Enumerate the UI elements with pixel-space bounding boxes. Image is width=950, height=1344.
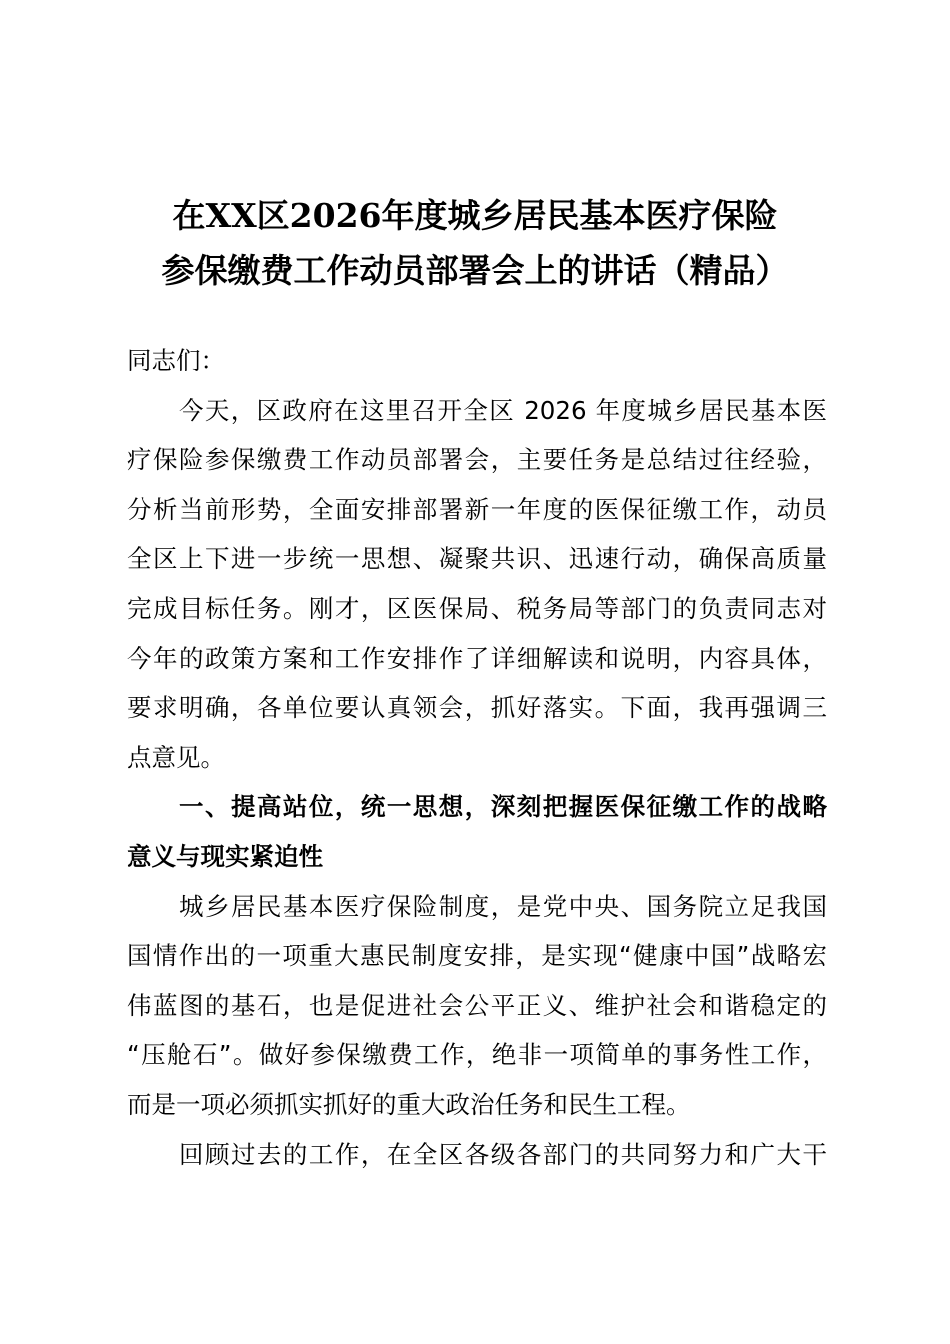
text-line: 今年的政策方案和工作安排作了详细解读和说明，内容具体， [127, 643, 827, 673]
text-line: 伟蓝图的基石，也是促进社会公平正义、维护社会和谐稳定的 [127, 990, 827, 1020]
title-line-1: 在XX区2026年度城乡居民基本医疗保险 [172, 196, 778, 235]
paragraph-review [127, 1130, 827, 1180]
salutation-text: 同志们： [127, 346, 225, 375]
heading-line: 意义与现实紧迫性 [127, 841, 323, 871]
text-line: 全区上下进一步统一思想、凝聚共识、迅速行动，确保高质量 [127, 544, 827, 574]
document-title [100, 188, 850, 298]
text-line: 点意见。 [127, 742, 225, 772]
paragraph-opening [127, 386, 827, 783]
text-line: 国情作出的一项重大惠民制度安排，是实现“健康中国”战略宏 [127, 941, 827, 971]
text-line: “压舱石”。做好参保缴费工作，绝非一项简单的事务性工作， [127, 1040, 827, 1070]
text-line: 疗保险参保缴费工作动员部署会，主要任务是总结过往经验， [127, 445, 827, 475]
document-body [127, 336, 827, 1179]
section-heading-1 [127, 782, 827, 881]
text-line: 城乡居民基本医疗保险制度，是党中央、国务院立足我国 [179, 891, 827, 921]
text-line: 回顾过去的工作，在全区各级各部门的共同努力和广大干 [179, 1139, 827, 1169]
text-line: 分析当前形势，全面安排部署新一年度的医保征缴工作，动员 [127, 494, 827, 524]
paragraph-significance [127, 882, 827, 1130]
salutation [127, 336, 827, 386]
text-line: 完成目标任务。刚才，区医保局、税务局等部门的负责同志对 [127, 593, 827, 623]
text-line: 要求明确，各单位要认真领会，抓好落实。下面，我再强调三 [127, 693, 827, 723]
text-line: 而是一项必须抓实抓好的重大政治任务和民生工程。 [127, 1089, 691, 1119]
heading-line: 一、提高站位，统一思想，深刻把握医保征缴工作的战略 [179, 792, 827, 822]
title-line-2: 参保缴费工作动员部署会上的讲话（精品） [161, 251, 789, 290]
text-line: 今天，区政府在这里召开全区 2026 年度城乡居民基本医 [179, 395, 827, 425]
